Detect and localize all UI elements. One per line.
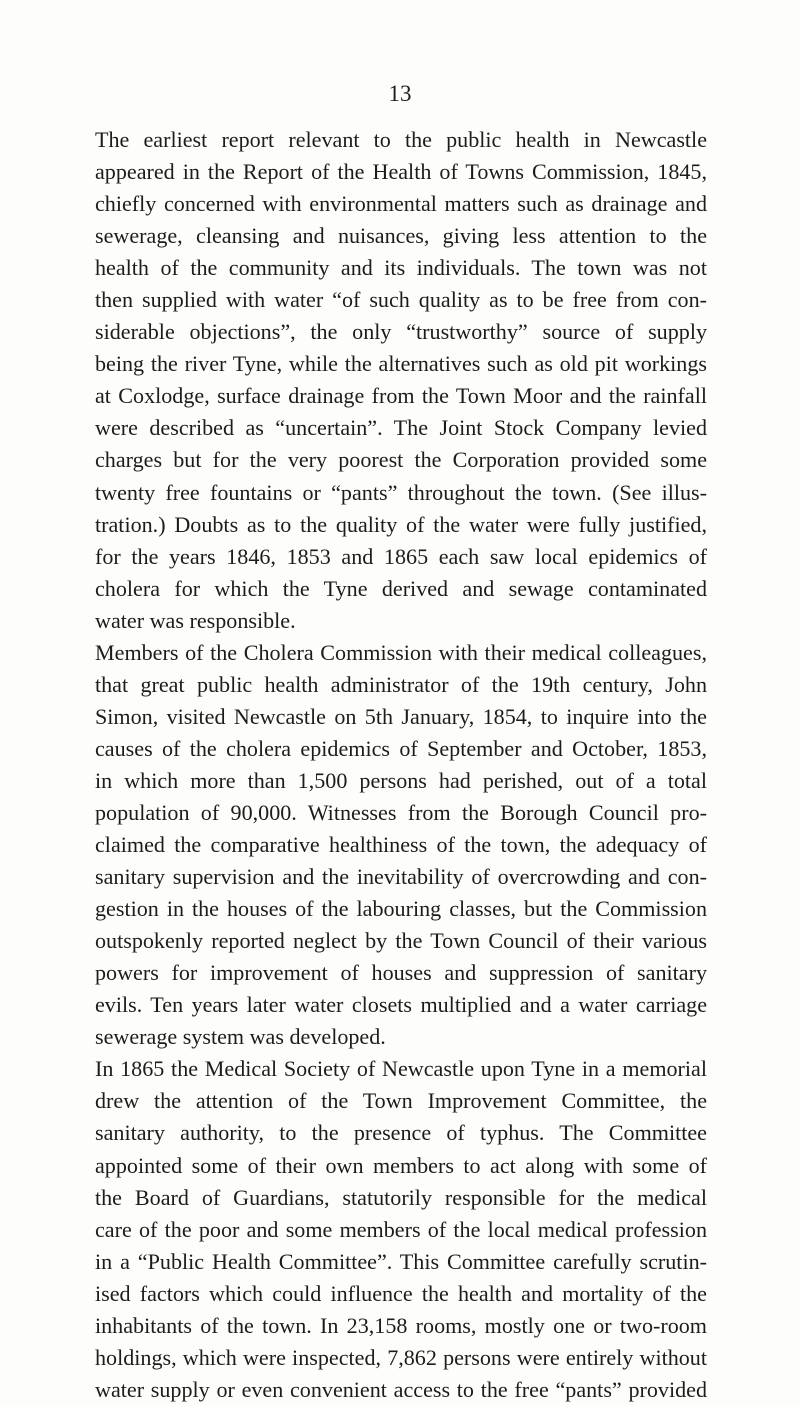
body-text [95,124,707,1406]
text-line: charges but for the very poorest the Corporation provided some [95,447,707,473]
text-line: ised factors which could influence the health and mortality of the [95,1280,707,1306]
text-line: cholera for which the Tyne derived and sewage contaminated [95,575,707,601]
text-line: appeared in the Report of the Health of Towns Commission, 1845, [95,159,707,185]
text-line: Simon, visited Newcastle on 5th January, 1854, to inquire into the [95,703,707,729]
text-line: water was responsible. [95,607,296,633]
paragraph-3 [95,1053,707,1406]
text-line: for the years 1846, 1853 and 1865 each saw local epidemics of [95,543,707,569]
text-line: drew the attention of the Town Improvement Committee, the [95,1088,707,1114]
text-line: inhabitants of the town. In 23,158 rooms, mostly one or two-room [95,1312,707,1338]
text-line: water supply or even convenient access to the free “pants” provided [95,1376,707,1402]
text-line: powers for improvement of houses and suppression of sanitary [95,960,707,986]
text-line: In 1865 the Medical Society of Newcastle upon Tyne in a memorial [95,1056,707,1082]
text-line: siderable objections”, the only “trustworthy” source of supply [95,319,707,345]
text-line: that great public health administrator of the 19th century, John [95,671,707,697]
text-line: in which more than 1,500 persons had perished, out of a total [95,767,707,793]
paragraph-2 [95,637,707,1054]
text-line: outspokenly reported neglect by the Town Council of their various [95,928,707,954]
text-line: population of 90,000. Witnesses from the Borough Council pro- [95,799,707,825]
text-line: tration.) Doubts as to the quality of the water were fully justified, [95,511,707,537]
text-line: holdings, which were inspected, 7,862 persons were entirely without [95,1344,707,1370]
text-line: sanitary supervision and the inevitability of overcrowding and con- [95,864,707,890]
text-line: Members of the Cholera Commission with their medical colleagues, [95,639,707,665]
text-line: sewerage, cleansing and nuisances, giving less attention to the [95,223,707,249]
text-line: in a “Public Health Committee”. This Committee carefully scrutin- [95,1248,707,1274]
text-line: appointed some of their own members to act along with some of [95,1152,707,1178]
text-line: sewerage system was developed. [95,1024,386,1050]
paragraph-1 [95,124,707,637]
page-number: 13 [388,81,412,106]
text-line: evils. Ten years later water closets multiplied and a water carriage [95,992,707,1018]
text-line: The earliest report relevant to the public health in Newcastle [95,127,707,152]
text-line: chiefly concerned with environmental matters such as drainage and [95,191,707,217]
text-line: claimed the comparative healthiness of the town, the adequacy of [95,832,707,858]
text-line: gestion in the houses of the labouring classes, but the Commission [95,896,707,922]
text-line: then supplied with water “of such quality as to be free from con- [95,287,707,313]
text-line: sanitary authority, to the presence of typhus. The Committee [95,1120,707,1146]
text-line: being the river Tyne, while the alternatives such as old pit workings [95,351,707,377]
text-line: at Coxlodge, surface drainage from the Town Moor and the rainfall [95,383,707,409]
text-line: care of the poor and some members of the local medical profession [95,1216,707,1242]
text-line: twenty free fountains or “pants” throughout the town. (See illus- [95,479,707,505]
text-line: health of the community and its individuals. The town was not [95,255,707,281]
text-line: were described as “uncertain”. The Joint Stock Company levied [95,415,707,441]
text-line: the Board of Guardians, statutorily responsible for the medical [95,1184,707,1210]
text-line: causes of the cholera epidemics of September and October, 1853, [95,735,707,761]
